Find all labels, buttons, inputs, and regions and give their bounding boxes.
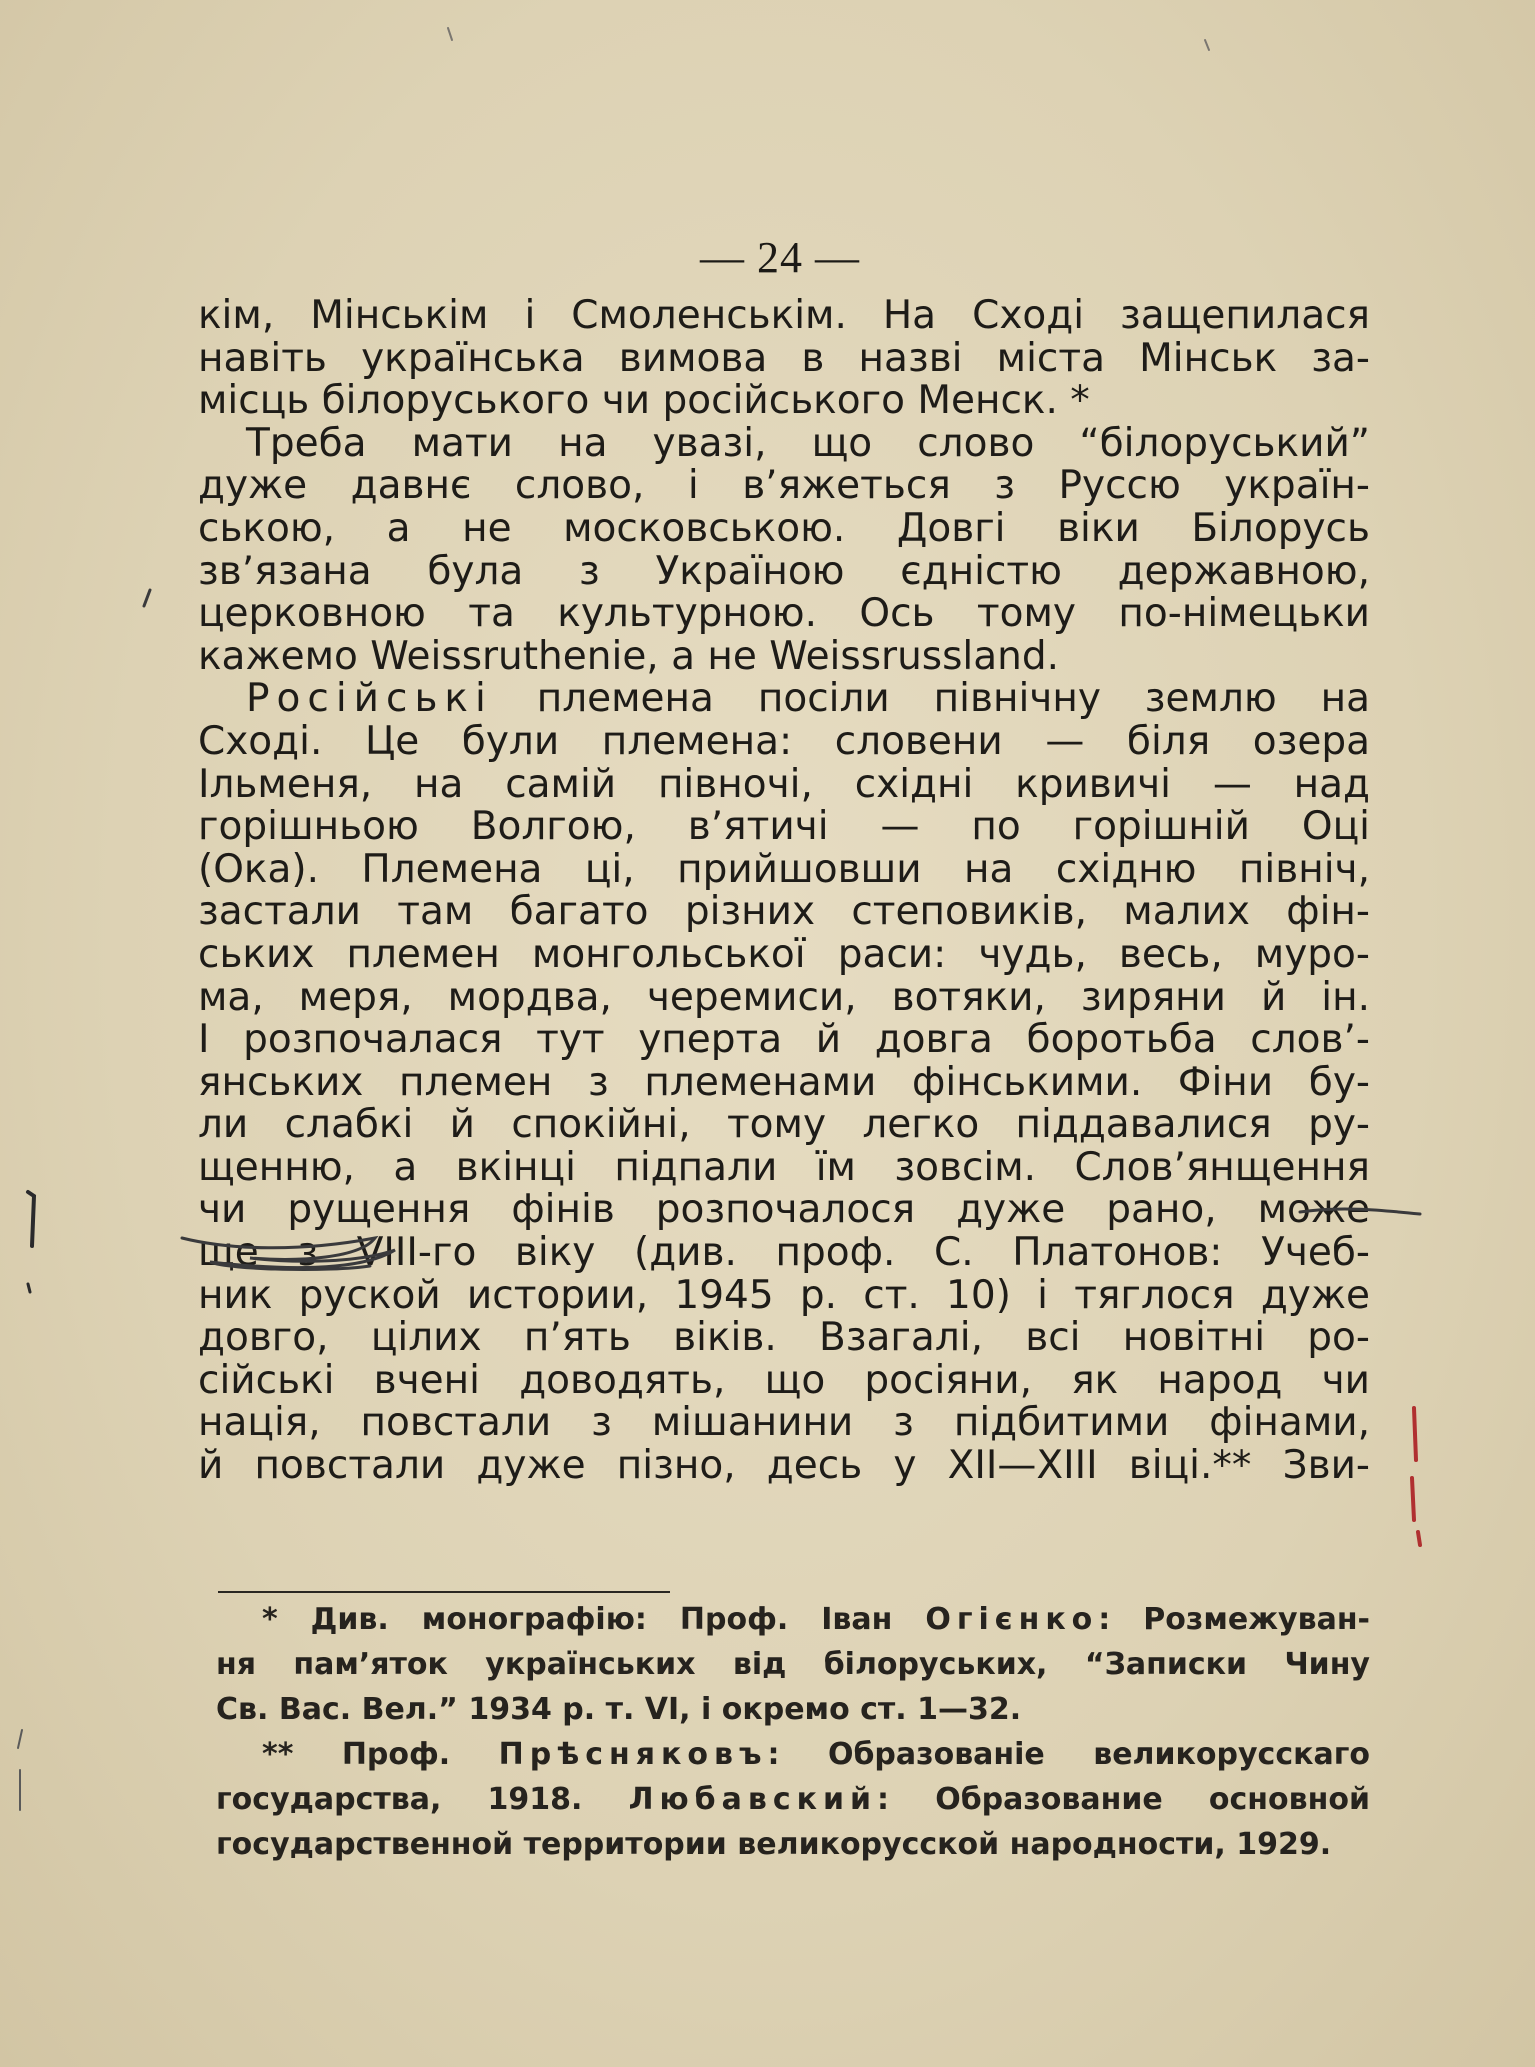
footnotes [216,1597,1370,1867]
footnote-fragment: : Образованіе великорусскаго [767,1737,1370,1772]
text-line: щенню, а вкінці підпали їм зовсім. Слов’янщення [198,1144,1370,1190]
text-line: горішньою Волгою, в’ятичі — по горішній Оці [198,804,1370,850]
text-line: ще з VIII-го віку (див. проф. С. Платонов: Учеб- [198,1230,1370,1276]
text-line: чи рущення фінів розпочалося дуже рано, може [198,1187,1370,1233]
text-line: нація, повстали з мішанини з підбитими фінами, [198,1400,1370,1446]
footnote-line [216,1597,1370,1642]
text-line: навіть українська вимова в назві міста Мінськ за- [198,335,1370,381]
text-line: й повстали дуже пізно, десь у XII—XIII віці.** Зви- [198,1443,1370,1489]
footnote-fragment: государства, 1918. [216,1782,629,1817]
text-line: янських племен з племенами фінськими. Фіни бу- [198,1059,1370,1105]
footnote-line [216,1777,1370,1822]
footnote-author: Прѣсняковъ [498,1737,768,1772]
footnote-line [216,1732,1370,1777]
pencil-margin-mark [144,590,150,606]
emphasized-word: Російські [246,676,493,722]
text-line: дуже давнє слово, і в’яжеться з Руссю україн- [198,463,1370,509]
text-line: місць білоруського чи російського Менск. * [198,378,1090,424]
text-line: ли слабкі й спокійні, тому легко піддавалися ру- [198,1102,1370,1148]
text-line: застали там багато різних степовиків, малих фін- [198,889,1370,935]
pencil-margin-mark [18,1730,22,1748]
text-line: кім, Мінськім і Смоленськім. На Сході защепилася [198,293,1370,338]
footnote-line: ня пам’яток українських від білоруських, “Записки Чину [216,1647,1370,1682]
text-line: ма, меря, мордва, черемиси, вотяки, зиряни й ін. [198,974,1370,1020]
text-line: зв’язана була з Україною єдністю державною, [198,548,1370,594]
footnote-fragment: : Образование основной [877,1782,1370,1817]
red-margin-mark [1412,1408,1420,1545]
text-line: Сході. Це були племена: словени — біля озера [198,718,1370,764]
pencil-margin-mark [28,1192,34,1246]
footnote-fragment: * Див. монографію: Проф. Іван [262,1602,926,1637]
text-line: церковною та культурною. Ось тому по-німецьки [198,591,1370,637]
footnote-divider [218,1591,670,1593]
pencil-margin-mark [28,1284,30,1292]
pencil-margin-mark [1205,40,1209,50]
text-line: ських племен монгольської раси: чудь, весь, муро- [198,931,1370,977]
text-line: І розпочалася тут уперта й довга боротьба слов’- [198,1017,1370,1063]
footnote-line: Св. Вас. Вел.” 1934 р. т. VI, і окремо ст. 1—32. [216,1692,1022,1727]
text-line: Ільменя, на самій півночі, східні кривичі — над [198,761,1370,807]
footnote-author: Огієнко [925,1602,1099,1637]
footnote-fragment: : Розмежуван- [1098,1602,1371,1637]
text-line [198,678,1370,721]
footnote-line: государственной территории великорусской народности, 1929. [216,1827,1332,1862]
pencil-margin-mark [448,28,452,40]
text-line: довго, цілих п’ять віків. Взагалі, всі новітні ро- [198,1315,1370,1361]
text-line: ник руской истории, 1945 р. ст. 10) і тяглося дуже [198,1272,1370,1318]
page-number: — 24 — [700,233,860,282]
text-fragment: племена посіли північну землю на [492,676,1370,722]
text-line: кажемо Weissruthenie, а не Weissrussland. [198,633,1060,679]
main-text [198,295,1370,1488]
footnote-fragment: ** Проф. [262,1737,499,1772]
text-line: (Ока). Племена ці, прийшовши на східню північ, [198,846,1370,892]
footnote-author: Любавский [628,1782,878,1817]
text-line: Треба мати на увазі, що слово “білоруський” [246,420,1370,466]
text-line: ською, а не московською. Довгі віки Білорусь [198,505,1370,551]
text-line: сійські вчені доводять, що росіяни, як народ чи [198,1357,1370,1403]
